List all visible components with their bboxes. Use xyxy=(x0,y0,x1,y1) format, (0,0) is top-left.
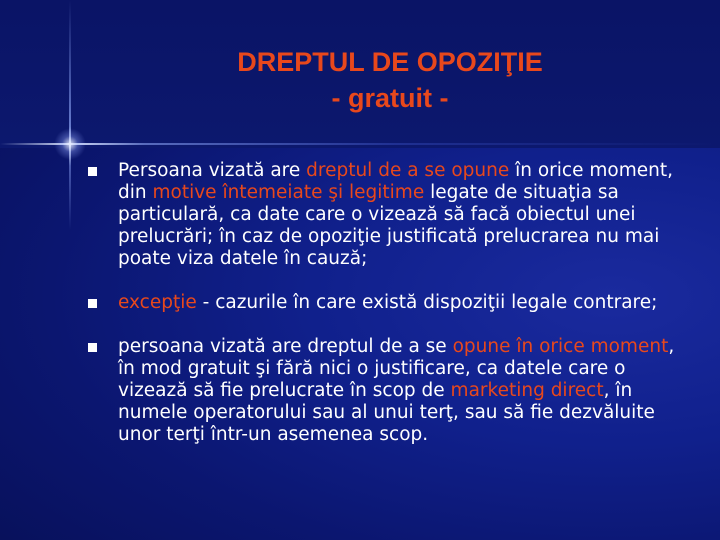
text-segment: - cazurile în care există dispoziţii legale contrare; xyxy=(196,292,658,313)
square-bullet-icon xyxy=(88,343,97,352)
text-segment: în orice moment, din xyxy=(118,160,673,203)
text-segment: Persoana vizată are xyxy=(118,160,307,181)
highlighted-phrase: dreptul de a se opune xyxy=(306,160,510,181)
slide-title xyxy=(110,44,670,116)
light-flare-vertical xyxy=(69,0,71,230)
light-flare-horizontal xyxy=(0,143,720,145)
bullet-text xyxy=(118,160,673,269)
text-segment: , în mod gratuit şi fără nici o justificare, ca datele care o vizează să fie prelucrate în scop de xyxy=(118,336,675,401)
bullet-item xyxy=(86,160,686,270)
highlighted-phrase: opune în orice moment xyxy=(452,336,669,357)
highlighted-phrase: marketing direct xyxy=(450,380,604,401)
highlighted-phrase: excepţie xyxy=(118,292,197,313)
bullet-item xyxy=(86,292,686,314)
bullet-list xyxy=(86,160,686,446)
light-flare-glow xyxy=(54,128,86,160)
text-segment: , în numele operatorului sau al unui terţ, sau să fie dezvăluite unor terţi într-un asemenea scop. xyxy=(118,380,655,445)
bullet-text xyxy=(118,292,657,313)
bullet-item xyxy=(86,336,686,446)
square-bullet-icon xyxy=(88,299,97,308)
bullet-text xyxy=(118,336,674,445)
text-segment: legate de situaţia sa particulară, ca date care o vizează să facă obiectul unei prelucrări; în caz de opoziţie justificată prelucrarea nu mai poate viza datele în cauză; xyxy=(118,182,660,269)
highlighted-phrase: motive întemeiate şi legitime xyxy=(152,182,425,203)
slide-title-line-1: DREPTUL DE OPOZIŢIE xyxy=(237,47,543,77)
square-bullet-icon xyxy=(88,167,97,176)
slide-title-line-2: - gratuit - xyxy=(331,83,449,113)
text-segment: persoana vizată are dreptul de a se xyxy=(118,336,453,357)
